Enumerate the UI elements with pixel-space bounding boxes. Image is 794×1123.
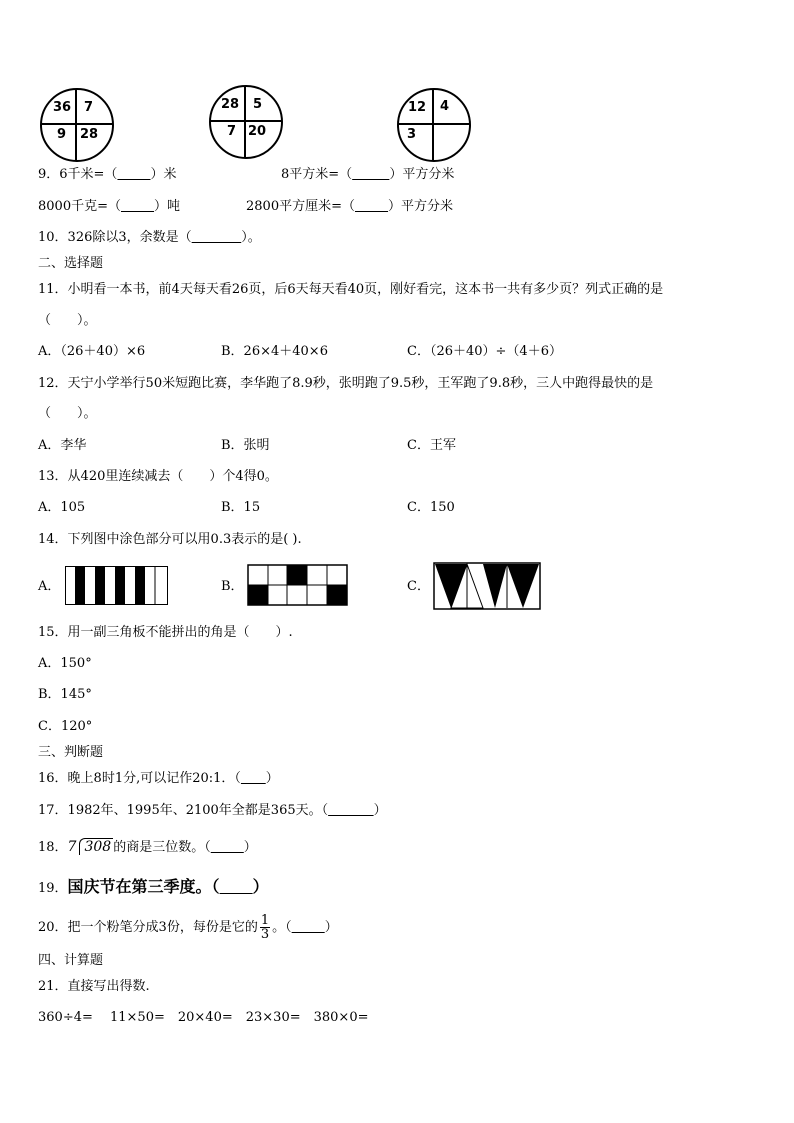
section-judge-heading: 三、判断题 [38,745,104,760]
circle-1-bottom-left: 9 [57,127,67,142]
q13-option-a: A．105 [38,500,86,515]
long-division-symbol: 7 308 [67,839,112,855]
question-12-line1: 12．天宁小学举行50米短跑比赛，李华跑了8.9秒，张明跑了9.5秒，王军跑了9.8秒，三人中跑得最快的是 [38,376,654,391]
question-20: 20．把一个粉笔分成3份，每份是它的 $\frac{1}{3}$ 。（ ） [38,913,338,942]
q13-option-b: B．15 [221,500,261,515]
q14-figure-a-stripes [65,566,169,606]
question-17: 17．1982年、1995年、2100年全都是365天。（ ） [38,803,387,818]
q13-option-c: C．150 [407,500,455,515]
question-21: 21．直接写出得数. [38,979,150,994]
circle-2-top-right: 5 [253,97,263,112]
question-15: 15．用一副三角板不能拼出的角是（ ）. [38,625,293,640]
q9-item-c: 8000千克=（ ）吨 [38,199,181,214]
number-circle-2 [209,85,283,159]
number-circle-1 [40,88,114,162]
q15-option-c: C．120° [38,719,93,734]
q21-expressions: 360÷4= 11×50= 20×40= 23×30= 380×0= [38,1010,369,1025]
q12-option-a: A．李华 [38,438,87,453]
circle-2-bottom-left: 7 [227,124,237,139]
section-choice-heading: 二、选择题 [38,256,104,271]
circle-1-top-right: 7 [84,100,94,115]
q14-figure-c-triangles [433,562,541,610]
circle-2-top-left: 28 [221,97,240,112]
q15-option-b: B．145° [38,687,92,702]
circle-3-top-left: 12 [408,100,427,115]
circle-1-top-left: 36 [53,100,72,115]
fraction-one-third: $\frac{1}{3}$ [260,913,270,942]
circle-3-bottom-left: 3 [407,127,417,142]
q9-item-a: 9．6千米=（ ）米 [38,167,177,182]
question-14: 14．下列图中涂色部分可以用0.3表示的是( ). [38,532,302,547]
number-circle-3 [397,88,471,162]
section-calc-heading: 四、计算题 [38,953,104,968]
q9-item-d: 2800平方厘米=（ ）平方分米 [246,199,454,214]
question-13: 13．从420里连续减去（ ）个4得0。 [38,469,278,484]
circle-3-top-right: 4 [440,99,450,114]
q12-option-b: B．张明 [221,438,270,453]
circle-2-bottom-right: 20 [248,124,267,139]
question-10: 10．326除以3，余数是（ ）。 [38,230,261,245]
question-18: 18．7 308 的商是三位数。（ ） [38,839,257,855]
q14-option-a-label: A． [38,579,61,594]
q14-option-c-label: C． [407,579,430,594]
q15-option-a: A．150° [38,656,92,671]
question-12-line2: （ ）。 [38,406,97,421]
question-11-line1: 11．小明看一本书，前4天每天看26页，后6天每天看40页，刚好看完，这本书一共有多少页？列式正确的是 [38,282,664,297]
question-11-line2: （ ）。 [38,313,97,328]
q11-option-a: A．（26＋40）×6 [38,344,146,359]
q9-item-b: 8平方米=（ ）平方分米 [281,167,455,182]
circle-1-bottom-right: 28 [80,127,99,142]
question-19: 19．国庆节在第三季度。（ ） [38,877,269,896]
question-16: 16．晚上8时1分,可以记作20:1．（ ） [38,771,279,786]
q14-figure-b-grid [247,564,349,607]
q11-option-c: C．（26＋40）÷（4＋6） [407,344,562,359]
q14-option-b-label: B． [221,579,244,594]
q11-option-b: B．26×4＋40×6 [221,344,328,359]
q12-option-c: C．王军 [407,438,456,453]
